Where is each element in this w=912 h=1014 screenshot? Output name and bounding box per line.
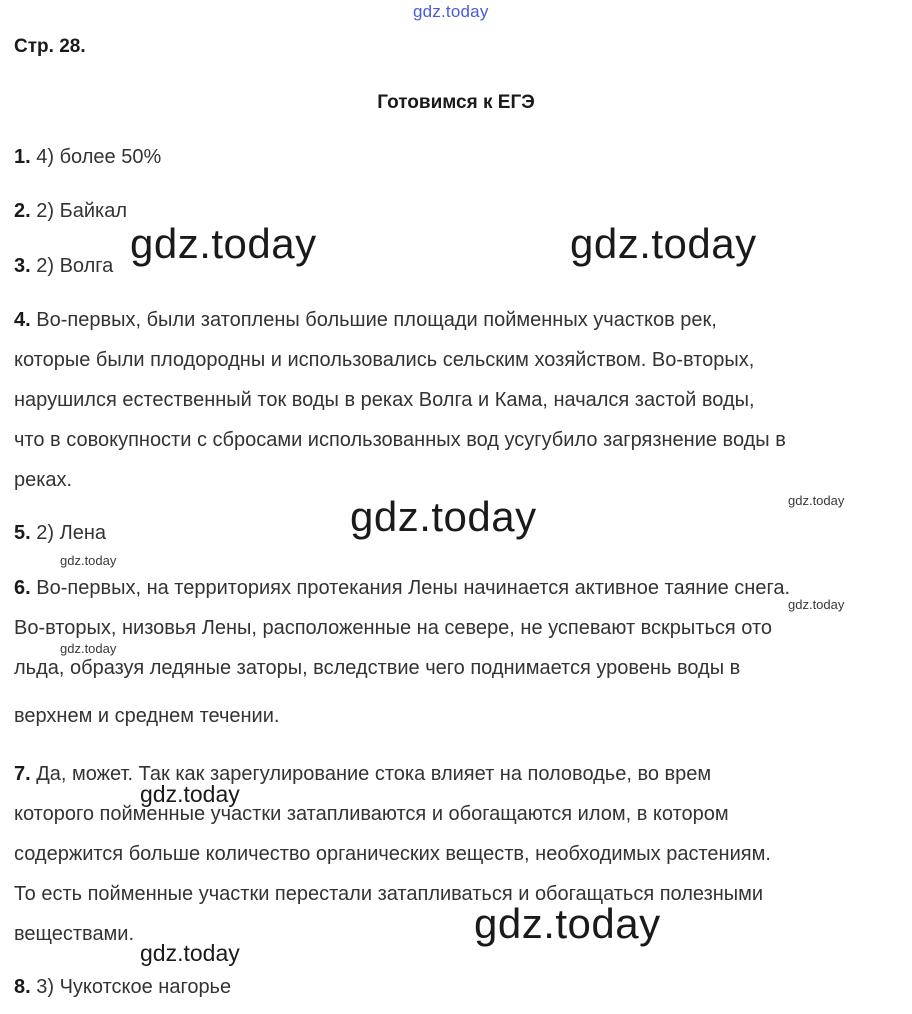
answer-text: 2) Лена [36, 522, 107, 544]
answer-number: 6. [14, 577, 31, 599]
watermark: gdz.today [140, 940, 240, 966]
answer-text: 3) Чукотское нагорье [36, 976, 232, 998]
watermark: gdz.today [140, 781, 240, 807]
answer-line: содержится больше количество органических веществ, необходимых растениям. [14, 843, 771, 865]
watermark: gdz.today [60, 641, 117, 656]
answer-number: 3. [14, 255, 31, 277]
answer-line: которого пойменные участки затапливаются и обогащаются илом, в котором [14, 803, 729, 825]
answer-text: Во-первых, на территориях протекания Лены начинается активное таяние снега. [36, 577, 790, 599]
answer-line: Во-вторых, низовья Лены, расположенные на севере, не успевают вскрыться ото [14, 617, 773, 639]
answer-item-1 [14, 137, 906, 177]
answer-item-8 [14, 967, 906, 1007]
answer-line: нарушился естественный ток воды в реках Волга и Кама, начался застой воды, [14, 389, 755, 411]
answer-number: 7. [14, 763, 31, 785]
answer-line: льда, образуя ледяные заторы, вследствие чего поднимается уровень воды в [14, 657, 741, 679]
answer-line: То есть пойменные участки перестали затапливаться и обогащаться полезными [14, 883, 764, 905]
watermark: gdz.today [60, 553, 117, 568]
answer-line: веществами. [14, 923, 135, 945]
answer-line: верхнем и среднем течении. [14, 705, 280, 727]
watermark: gdz.today [788, 597, 845, 612]
answer-text: 2) Волга [36, 255, 114, 277]
answer-line: которые были плодородны и использовались сельским хозяйством. Во-вторых, [14, 349, 755, 371]
watermark: gdz.today [474, 900, 661, 947]
watermark: gdz.today [130, 220, 317, 267]
answer-line: что в совокупности с сбросами использованных вод усугубило загрязнение воды в [14, 429, 786, 451]
answer-item-6 [14, 568, 906, 736]
answer-line [14, 568, 906, 608]
answer-line: реках. [14, 469, 73, 491]
answer-number: 4. [14, 309, 31, 331]
answer-number: 8. [14, 976, 31, 998]
page-reference: Стр. 28. [14, 36, 86, 57]
watermark: gdz.today [350, 493, 537, 540]
section-title: Готовимся к ЕГЭ [377, 92, 535, 113]
answer-number: 5. [14, 522, 31, 544]
answer-text: 2) Байкал [36, 200, 127, 222]
answer-item-4 [14, 300, 906, 500]
header-watermark: gdz.today [413, 2, 489, 21]
answer-text: Да, может. Так как зарегулирование стока влияет на половодье, во врем [36, 763, 712, 785]
answer-number: 2. [14, 200, 31, 222]
answer-text: Во-первых, были затоплены большие площади пойменных участков рек, [36, 309, 717, 331]
answer-text: 4) более 50% [36, 146, 162, 168]
watermark: gdz.today [570, 220, 757, 267]
watermark: gdz.today [788, 493, 845, 508]
answer-number: 1. [14, 146, 31, 168]
answer-line [14, 300, 906, 340]
